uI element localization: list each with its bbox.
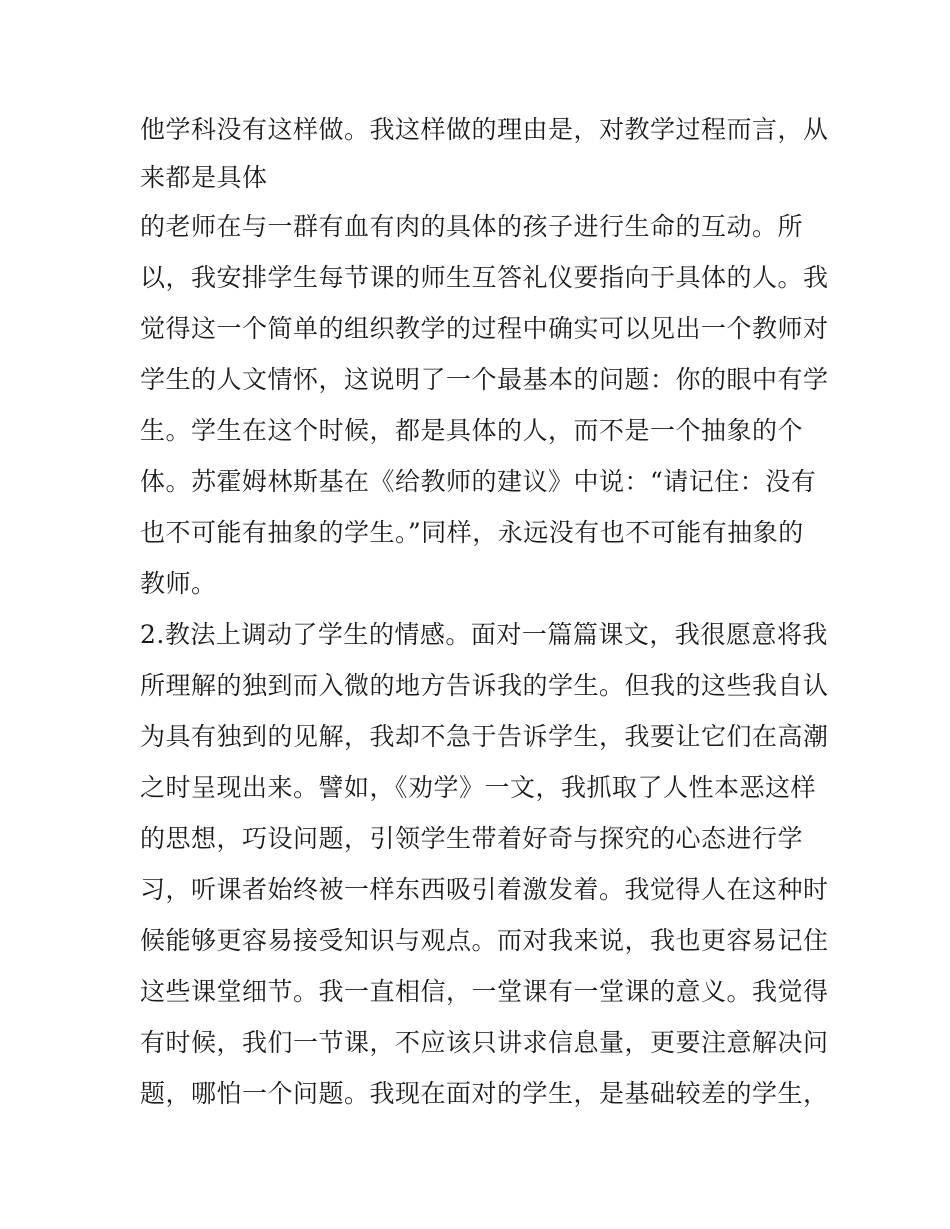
- text-line: 也不可能有抽象的学生。”同样，永远没有也不可能有抽象的: [140, 518, 804, 547]
- text-line: 觉得这一个简单的组织教学的过程中确实可以见出一个教师对: [140, 314, 829, 343]
- text-line: 2.教法上调动了学生的情感。面对一篇篇课文，我很愿意将我: [140, 620, 828, 649]
- text-line: 的老师在与一群有血有肉的具体的孩子进行生命的互动。所: [140, 212, 804, 241]
- text-line: 所理解的独到而入微的地方告诉我的学生。但我的这些我自认: [140, 671, 829, 700]
- text-line: 体。苏霍姆林斯基在《给教师的建议》中说：“请记住：没有: [140, 467, 817, 496]
- text-line: 之时呈现出来。譬如，《劝学》一文，我抓取了人性本恶这样: [140, 773, 817, 802]
- text-line: 学生的人文情怀，这说明了一个最基本的问题：你的眼中有学: [140, 365, 829, 394]
- text-line: 他学科没有这样做。我这样做的理由是，对教学过程而言，从: [140, 115, 829, 144]
- text-line: 题，哪怕一个问题。我现在面对的学生，是基础较差的学生，: [140, 1079, 829, 1108]
- text-line: 这些课堂细节。我一直相信，一堂课有一堂课的意义。我觉得: [140, 977, 829, 1006]
- body-text: [140, 104, 829, 1119]
- text-line: 为具有独到的见解，我却不急于告诉学生，我要让它们在高潮: [140, 722, 829, 751]
- text-line: 候能够更容易接受知识与观点。而对我来说，我也更容易记住: [140, 926, 829, 955]
- text-line: 教师。: [140, 569, 217, 598]
- text-line: 习，听课者始终被一样东西吸引着激发着。我觉得人在这种时: [140, 875, 829, 904]
- text-line: 以，我安排学生每节课的师生互答礼仪要指向于具体的人。我: [140, 263, 829, 292]
- text-line: 的思想，巧设问题，引领学生带着好奇与探究的心态进行学: [140, 824, 804, 853]
- text-line: 来都是具体: [140, 163, 268, 192]
- text-line: 有时候，我们一节课，不应该只讲求信息量，更要注意解决问: [140, 1028, 829, 1057]
- text-line: 生。学生在这个时候，都是具体的人，而不是一个抽象的个: [140, 416, 804, 445]
